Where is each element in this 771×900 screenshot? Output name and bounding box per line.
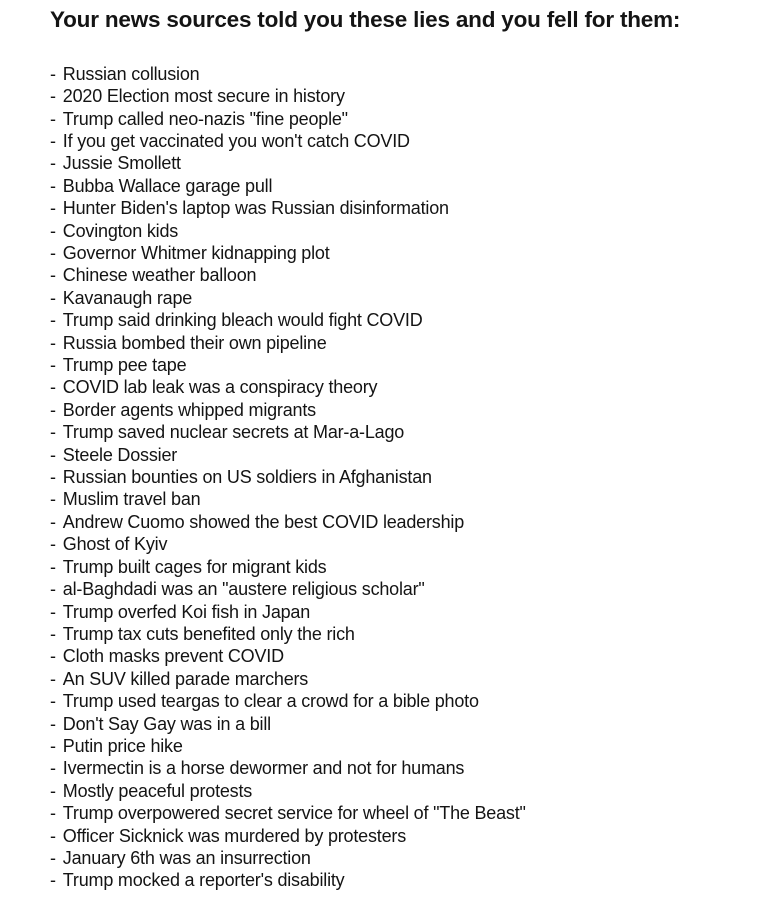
bullet-dash: - <box>50 668 56 689</box>
list-item-text: An SUV killed parade marchers <box>62 668 309 689</box>
list-item <box>50 63 755 85</box>
bullet-dash: - <box>50 444 56 465</box>
list-item <box>50 601 755 623</box>
list-item-text: Ghost of Kyiv <box>62 534 168 555</box>
list-item-text: Governor Whitmer kidnapping plot <box>62 243 330 263</box>
list-item-text: Russia bombed their own pipeline <box>62 332 327 353</box>
bullet-dash: - <box>50 847 56 868</box>
list-item-text: Trump overpowered secret service for wheel of "The Beast" <box>62 803 526 824</box>
list-item-text: Trump used teargas to clear a crowd for a bible photo <box>62 691 479 712</box>
list-item-text: Trump tax cuts benefited only the rich <box>62 623 355 644</box>
bullet-dash: - <box>50 780 56 801</box>
bullet-dash: - <box>50 511 56 532</box>
list-item-text: Kavanaugh rape <box>62 287 193 308</box>
bullet-dash: - <box>50 601 56 622</box>
list-item <box>50 869 755 891</box>
bullet-dash: - <box>50 422 56 443</box>
list-item-text: Muslim travel ban <box>62 489 201 510</box>
list-item <box>50 645 755 667</box>
list-item <box>50 197 755 219</box>
list-item <box>50 825 755 847</box>
bullet-dash: - <box>50 713 56 734</box>
bullet-dash: - <box>50 220 56 241</box>
list-item-text: Bubba Wallace garage pull <box>62 175 273 196</box>
bullet-dash: - <box>50 556 56 577</box>
bullet-dash: - <box>50 355 56 376</box>
bullet-dash: - <box>50 332 56 353</box>
list-item <box>50 309 755 331</box>
list-item-text: Jussie Smollett <box>62 153 181 174</box>
list-item-text: Trump mocked a reporter's disability <box>62 870 345 891</box>
bullet-dash: - <box>50 735 56 756</box>
bullet-dash: - <box>50 153 56 174</box>
bullet-dash: - <box>50 623 56 644</box>
list-item <box>50 623 755 645</box>
bullet-dash: - <box>50 243 56 263</box>
list-item-text: Don't Say Gay was in a bill <box>62 713 271 734</box>
list-item <box>50 690 755 712</box>
list-item-text: Putin price hike <box>62 735 183 756</box>
list-item <box>50 847 755 869</box>
list-item-text: Chinese weather balloon <box>62 265 257 286</box>
list-item-text: Cloth masks prevent COVID <box>62 646 284 667</box>
list-item <box>50 287 755 309</box>
list-item <box>50 466 755 488</box>
list-item <box>50 220 755 242</box>
bullet-dash: - <box>50 646 56 667</box>
list-item-text: Trump said drinking bleach would fight COVID <box>62 310 423 331</box>
list-item <box>50 578 755 600</box>
list-item <box>50 488 755 510</box>
list-item <box>50 175 755 197</box>
list-item-text: Hunter Biden's laptop was Russian disinformation <box>62 198 449 219</box>
bullet-dash: - <box>50 63 56 84</box>
bullet-dash: - <box>50 825 56 846</box>
list-item <box>50 354 755 376</box>
list-item <box>50 264 755 286</box>
bullet-dash: - <box>50 534 56 555</box>
list-item-text: Trump pee tape <box>62 355 187 376</box>
bullet-dash: - <box>50 467 56 488</box>
list-item-text: COVID lab leak was a conspiracy theory <box>62 377 378 398</box>
list-item-text: Russian bounties on US soldiers in Afghanistan <box>62 467 432 488</box>
list-item-text: Andrew Cuomo showed the best COVID leadership <box>62 511 465 532</box>
list-item <box>50 780 755 802</box>
list-item <box>50 108 755 130</box>
list-item-text: Steele Dossier <box>62 444 178 465</box>
bullet-dash: - <box>50 108 56 129</box>
list-item-text: Trump overfed Koi fish in Japan <box>62 601 311 622</box>
list-item <box>50 130 755 152</box>
bullet-dash: - <box>50 310 56 331</box>
list-item <box>50 399 755 421</box>
bullet-dash: - <box>50 579 56 600</box>
bullet-dash: - <box>50 198 56 219</box>
bullet-dash: - <box>50 130 56 151</box>
list-item-text: Border agents whipped migrants <box>62 399 316 420</box>
list-item <box>50 735 755 757</box>
list-item-text: Mostly peaceful protests <box>62 780 253 801</box>
list-item <box>50 421 755 443</box>
bullet-dash: - <box>50 489 56 510</box>
list-item <box>50 332 755 354</box>
list-item <box>50 444 755 466</box>
bullet-dash: - <box>50 803 56 824</box>
list-item <box>50 668 755 690</box>
list-item <box>50 533 755 555</box>
bullet-dash: - <box>50 287 56 308</box>
bullet-dash: - <box>50 399 56 420</box>
list-item-text: January 6th was an insurrection <box>62 847 311 868</box>
list-item <box>50 152 755 174</box>
list-item <box>50 85 755 107</box>
bullet-dash: - <box>50 175 56 196</box>
list-item <box>50 556 755 578</box>
list-item <box>50 802 755 824</box>
list-item-text: Russian collusion <box>62 63 200 84</box>
list-item-text: Covington kids <box>62 220 179 241</box>
list-item-text: Trump saved nuclear secrets at Mar-a-Lago <box>62 422 405 443</box>
bullet-dash: - <box>50 377 56 398</box>
lies-list <box>50 63 755 892</box>
list-item <box>50 242 755 264</box>
list-item <box>50 757 755 779</box>
page-title: Your news sources told you these lies and you fell for them: <box>50 7 681 32</box>
bullet-dash: - <box>50 86 56 107</box>
list-item-text: Ivermectin is a horse dewormer and not for humans <box>62 758 465 779</box>
list-item <box>50 511 755 533</box>
bullet-dash: - <box>50 691 56 712</box>
list-item-text: Officer Sicknick was murdered by protesters <box>62 825 406 846</box>
list-item-text: al-Baghdadi was an "austere religious scholar" <box>62 579 425 600</box>
list-item <box>50 376 755 398</box>
list-item-text: Trump called neo-nazis "fine people" <box>62 108 348 129</box>
bullet-dash: - <box>50 265 56 286</box>
list-item-text: Trump built cages for migrant kids <box>62 556 327 577</box>
bullet-dash: - <box>50 758 56 779</box>
list-item-text: If you get vaccinated you won't catch COVID <box>62 130 410 151</box>
bullet-dash: - <box>50 870 56 891</box>
list-item-text: 2020 Election most secure in history <box>62 86 345 107</box>
list-item <box>50 713 755 735</box>
